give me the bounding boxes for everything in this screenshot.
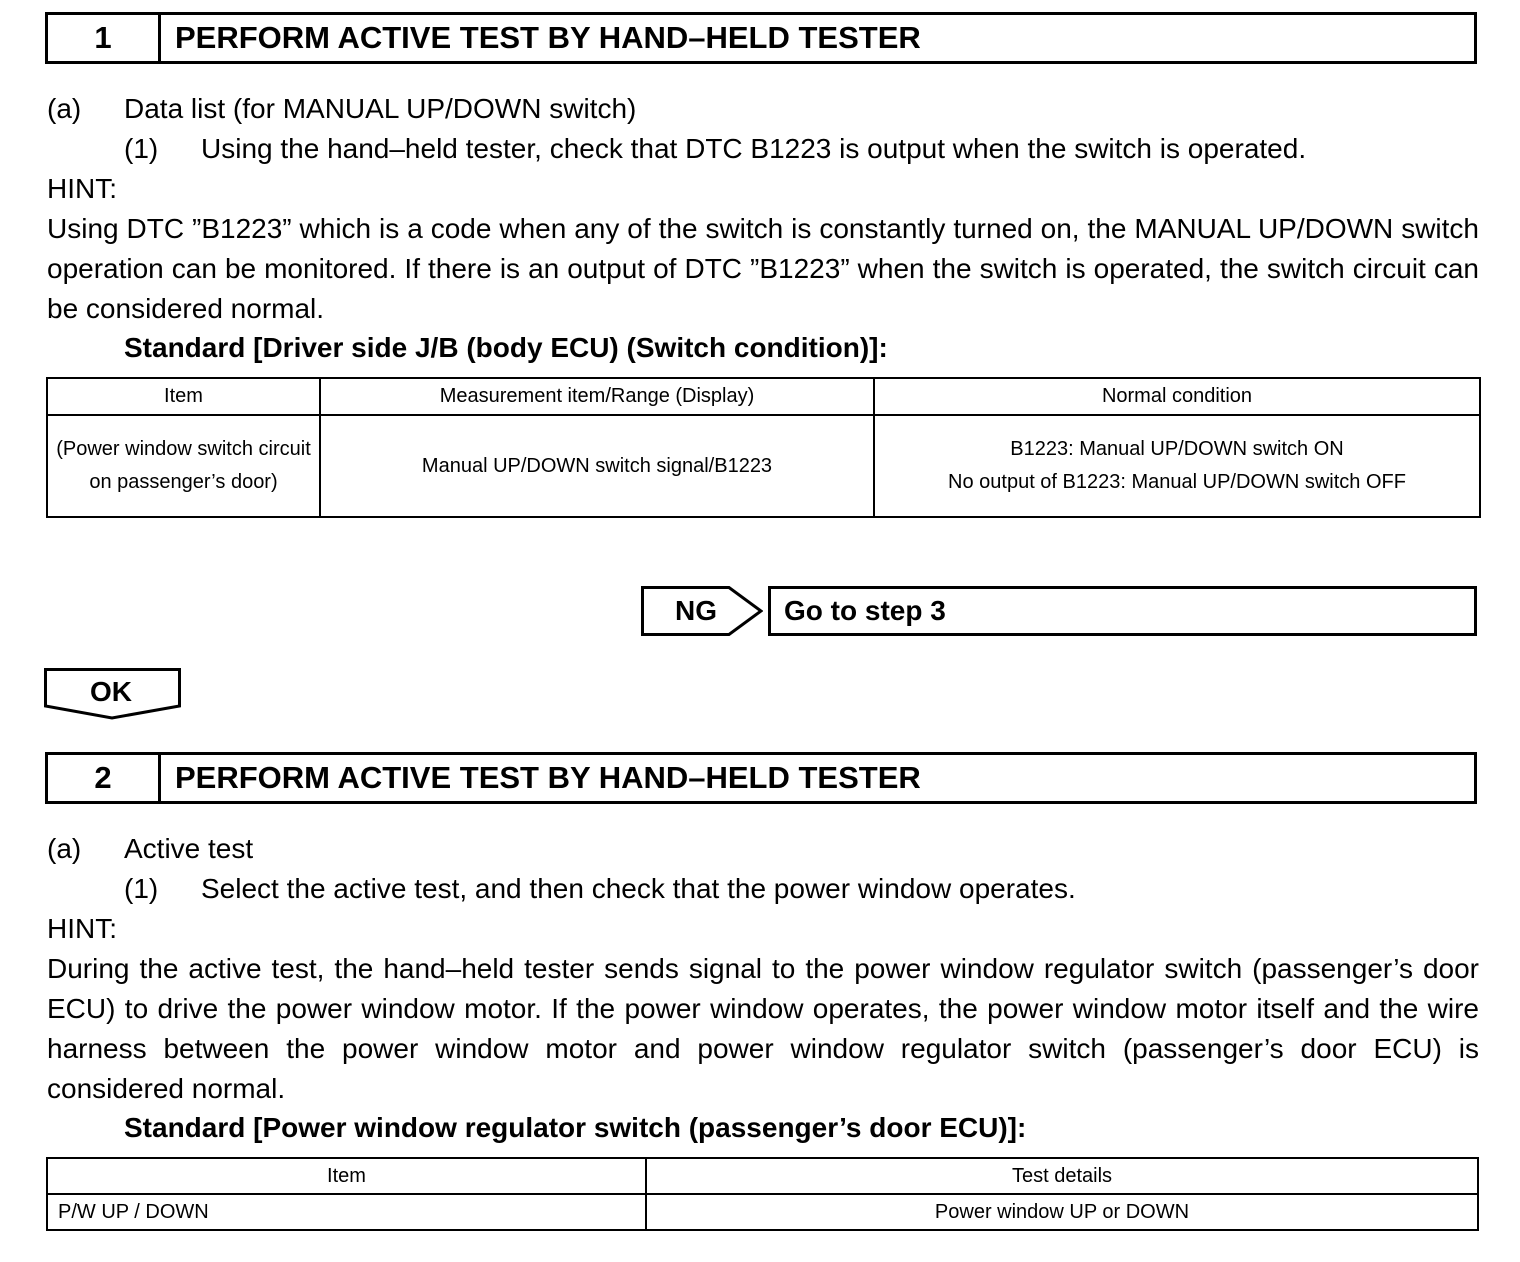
standard-heading: Standard [Driver side J/B (body ECU) (Switch condition)]: — [124, 332, 888, 363]
ng-label-text: NG — [675, 595, 717, 626]
table-header: Item — [47, 1158, 646, 1194]
step-number: 1 — [48, 15, 161, 61]
hint-text: Using DTC ”B1223” which is a code when any of the switch is constantly turned on, the MANUAL UP/DOWN switch operation can be monitored. If there is an output of DTC ”B1223” when the switch is operated, the switch circuit can be considered normal. — [47, 213, 1479, 324]
standard-table-1 — [46, 377, 1481, 518]
ok-branch-label — [44, 668, 182, 720]
list-item-1: Select the active test, and then check that the power window operates. — [201, 873, 1076, 904]
ok-label-text: OK — [90, 676, 132, 707]
list-marker-a: (a) — [47, 93, 82, 124]
table-row — [47, 415, 1480, 517]
step-title: PERFORM ACTIVE TEST BY HAND–HELD TESTER — [175, 760, 921, 795]
table-cell-item: P/W UP / DOWN — [47, 1194, 646, 1230]
table-cell-item: (Power window switch circuit on passenger’s door) — [47, 415, 320, 517]
step-title: PERFORM ACTIVE TEST BY HAND–HELD TESTER — [175, 20, 921, 55]
list-item-a: Active test — [124, 833, 254, 864]
table-cell-normal-condition — [874, 415, 1480, 517]
table-header-row — [47, 1158, 1478, 1194]
ng-branch-label — [641, 586, 763, 636]
list-marker-1: (1) — [124, 133, 159, 164]
hint-label: HINT: — [47, 913, 117, 944]
table-header-row — [47, 378, 1480, 415]
table-header: Item — [47, 378, 320, 415]
standard-heading: Standard [Power window regulator switch (passenger’s door ECU)]: — [124, 1112, 1027, 1143]
hint-label: HINT: — [47, 173, 117, 204]
list-item-1: Using the hand–held tester, check that DTC B1223 is output when the switch is operated. — [201, 133, 1307, 164]
standard-table-2 — [46, 1157, 1479, 1231]
table-header: Normal condition — [874, 378, 1480, 415]
normal-condition-line: No output of B1223: Manual UP/DOWN switch OFF — [948, 471, 1406, 493]
step-2-header — [45, 752, 1477, 804]
normal-condition-line: B1223: Manual UP/DOWN switch ON — [1010, 438, 1344, 460]
step-1-header — [45, 12, 1477, 64]
list-item-a: Data list (for MANUAL UP/DOWN switch) — [124, 93, 637, 124]
hint-text: During the active test, the hand–held tester sends signal to the power window regulator switch (passenger’s door ECU) to drive the power window motor. If the power window operates, the power window motor itself and the wire harness between the power window motor and power window regulator switch (passenger’s door ECU) is considered normal. — [47, 953, 1479, 1104]
list-marker-a: (a) — [47, 833, 82, 864]
step-number: 2 — [48, 755, 161, 801]
table-row — [47, 1194, 1478, 1230]
goto-step-box: Go to step 3 — [768, 586, 1477, 636]
list-marker-1: (1) — [124, 873, 159, 904]
table-cell-test-details: Power window UP or DOWN — [646, 1194, 1478, 1230]
table-cell-measurement: Manual UP/DOWN switch signal/B1223 — [320, 415, 874, 517]
table-header: Test details — [646, 1158, 1478, 1194]
table-header: Measurement item/Range (Display) — [320, 378, 874, 415]
